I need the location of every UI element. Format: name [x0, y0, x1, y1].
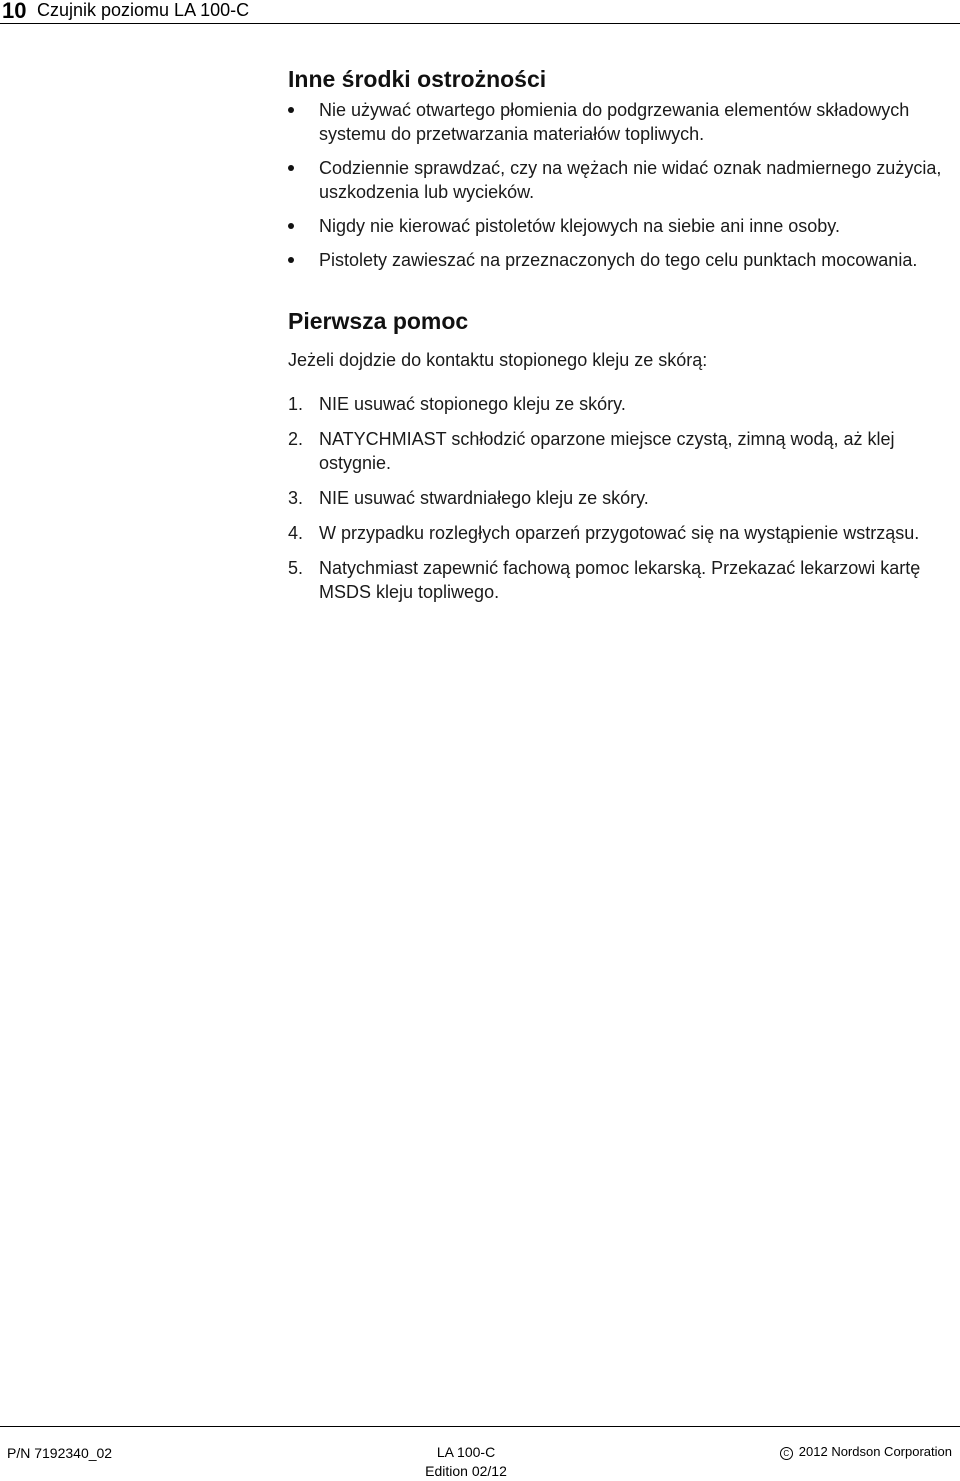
- step-number: 5.: [288, 558, 304, 578]
- bullet-icon: [288, 223, 294, 229]
- list-item: [288, 427, 952, 475]
- page-header: [0, 0, 960, 24]
- bullet-icon: [288, 107, 294, 113]
- list-item-text: Nigdy nie kierować pistoletów klejowych na siebie ani inne osoby.: [319, 216, 840, 236]
- list-item-text: Nie używać otwartego płomienia do podgrzewania elementów składowych systemu do przetwarzania materiałów topliwych.: [319, 100, 910, 144]
- step-number: 3.: [288, 488, 304, 508]
- list-item: [288, 214, 952, 238]
- copyright-icon: C: [780, 1447, 793, 1460]
- list-item-text: Codziennie sprawdzać, czy na wężach nie widać oznak nadmiernego zużycia, uszkodzenia lub wycieków.: [319, 158, 942, 202]
- copyright-text: 2012 Nordson Corporation: [798, 1444, 952, 1459]
- step-number: 2.: [288, 429, 304, 449]
- step-text: NIE usuwać stwardniałego kleju ze skóry.: [319, 488, 649, 508]
- list-item: [288, 98, 952, 146]
- step-text: NIE usuwać stopionego kleju ze skóry.: [319, 394, 626, 414]
- list-item: [288, 486, 952, 510]
- list-item: [288, 556, 952, 604]
- first-aid-steps: [288, 392, 952, 604]
- list-item-text: Pistolety zawieszać na przeznaczonych do tego celu punktach mocowania.: [319, 250, 918, 270]
- list-item: [288, 392, 952, 416]
- page-number: 10: [2, 0, 27, 23]
- list-item: [288, 156, 952, 204]
- bullet-icon: [288, 165, 294, 171]
- document-title: Czujnik poziomu LA 100-C: [37, 0, 250, 20]
- precautions-list: [288, 98, 952, 272]
- list-item: [288, 248, 952, 272]
- step-text: NATYCHMIAST schłodzić oparzone miejsce czystą, zimną wodą, aż klej ostygnie.: [319, 429, 895, 473]
- step-text: Natychmiast zapewnić fachową pomoc lekarską. Przekazać lekarzowi kartę MSDS kleju topliwego.: [319, 558, 921, 602]
- first-aid-heading: Pierwsza pomoc: [288, 308, 469, 334]
- list-item: [288, 521, 952, 545]
- precautions-section: [288, 64, 952, 272]
- part-number: P/N 7192340_02: [7, 1445, 113, 1461]
- first-aid-intro: Jeżeli dojdzie do kontaktu stopionego kleju ze skórą:: [288, 350, 708, 370]
- footer-model-edition: [380, 1443, 552, 1481]
- model-name: LA 100-C: [436, 1444, 496, 1460]
- bullet-icon: [288, 257, 294, 263]
- first-aid-section: [288, 306, 952, 604]
- step-text: W przypadku rozległych oparzeń przygotować się na wystąpienie wstrząsu.: [319, 523, 920, 543]
- edition: Edition 02/12: [425, 1463, 507, 1479]
- step-number: 4.: [288, 523, 304, 543]
- page-footer: [0, 1426, 960, 1477]
- step-number: 1.: [288, 394, 304, 414]
- precautions-heading: Inne środki ostrożności: [288, 66, 547, 92]
- copyright-notice: [780, 1444, 952, 1460]
- main-content: [288, 64, 952, 615]
